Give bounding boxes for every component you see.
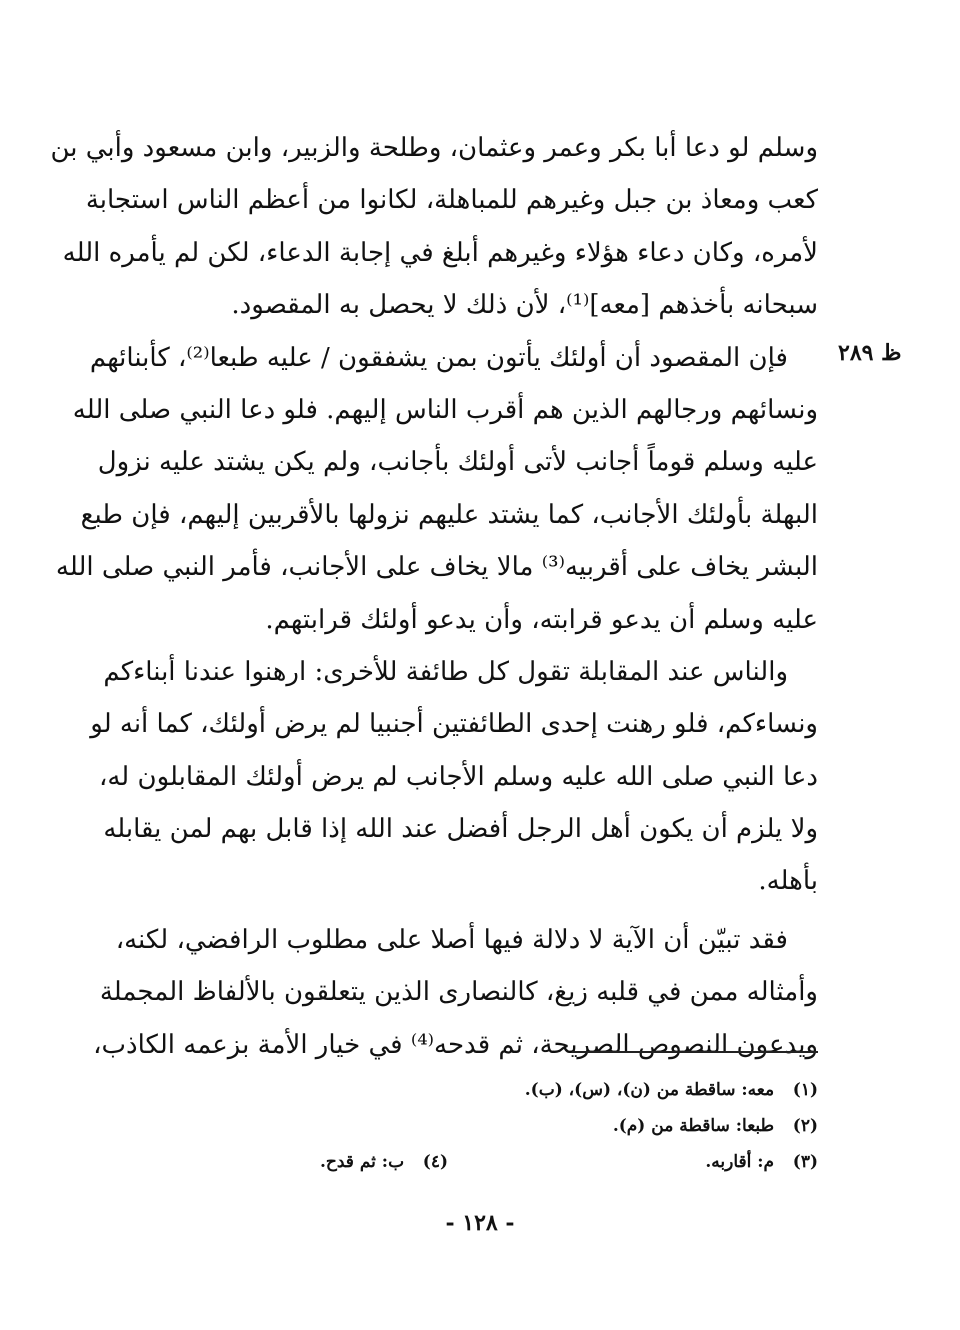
text-line: كعب ومعاذ بن جبل وغيرهم للمباهلة، لكانوا من أعظم الناس استجابة — [85, 185, 818, 216]
text-line: البشر يخاف على أقربيه⁽³⁾ مالا يخاف على الأجانب، فأمر النبي صلى الله — [55, 552, 818, 583]
text-line: والناس عند المقابلة تقول كل طائفة للأخرى: ارهنوا عندنا أبناءكم — [103, 656, 788, 687]
text-line: فقد تبيّن أن الآية لا دلالة فيها أصلا على مطلوب الرافضي، لكنه، — [115, 924, 788, 955]
text-line: عليه وسلم قوماً أجانب لأتى أولئك بأجانب، ولم يكن يشتد عليه نزول — [97, 447, 818, 478]
main-text-block — [50, 122, 818, 1071]
footnote-number: (٤) — [422, 1152, 448, 1172]
footnote-text: ب: ثم قدح. — [319, 1152, 405, 1172]
footnote-text: طبعا: ساقطة من (م). — [612, 1116, 775, 1136]
footnote-number: (١) — [792, 1080, 818, 1100]
page-number: - ١٢٨ - — [445, 1210, 515, 1236]
text-line: ولا يلزم أن يكون أهل الرجل أفضل عند الله إذا قابل بهم لمن يقابله — [103, 814, 818, 845]
text-line: ونساءكم، فلو رهنت إحدى الطائفتين أجنبيا لم يرض أولئك، كما أنه لو — [90, 709, 818, 740]
footnote-2 — [118, 1108, 818, 1144]
text-line: دعا النبي صلى الله عليه وسلم الأجانب لم يرض أولئك المقابلون له، — [98, 761, 818, 792]
footnote-number: (٣) — [792, 1152, 818, 1172]
footnote-divider — [572, 1051, 818, 1053]
footnote-1 — [118, 1072, 818, 1108]
footnotes-block — [118, 1072, 818, 1180]
text-line: وسلم لو دعا أبا بكر وعمر وعثمان، وطلحة والزبير، وابن مسعود وأبي بن — [50, 133, 818, 163]
text-line: بأهله. — [758, 866, 818, 897]
text-line: سبحانه بأخذهم [معه]⁽¹⁾، لأن ذلك لا يحصل به المقصود. — [231, 290, 818, 321]
footnote-text: معه: ساقطة من (ن)، (س)، (ب). — [524, 1080, 775, 1100]
text-line: ويدعون النصوص الصريحة، ثم قدحه⁽⁴⁾ في خيار الأمة بزعمه الكاذب، — [93, 1029, 818, 1060]
text-line: عليه وسلم أن يدعو قرابته، وأن يدعو أولئك قرابتهم. — [265, 604, 818, 635]
text-line: البهلة بأولئك الأجانب، كما يشتد عليهم نزولها بالأقربين إليهم، فإن طبع — [80, 499, 818, 530]
text-line: ونسائهم ورجالهم الذين هم أقرب الناس إليهم. فلو دعا النبي صلى الله — [72, 394, 818, 425]
footnote-3 — [705, 1144, 818, 1180]
footnote-4 — [320, 1144, 448, 1180]
footnote-row-3-4 — [118, 1144, 818, 1180]
text-line: لأمره، وكان دعاء هؤلاء وغيرهم أبلغ في إجابة الدعاء، لكن لم يأمره الله — [62, 237, 818, 268]
footnote-number: (٢) — [792, 1116, 818, 1136]
text-line: وأمثاله ممن في قلبه زيغ، كالنصارى الذين يتعلقون بالألفاظ المجملة — [99, 977, 818, 1008]
text-line: فإن المقصود أن أولئك يأتون بمن يشفقون / عليه طبعا⁽²⁾، كأبنائهم — [89, 342, 788, 373]
manuscript-folio-note: ظ ٢٨٩ — [838, 340, 902, 366]
footnote-text: م: أقاربه. — [705, 1152, 775, 1172]
